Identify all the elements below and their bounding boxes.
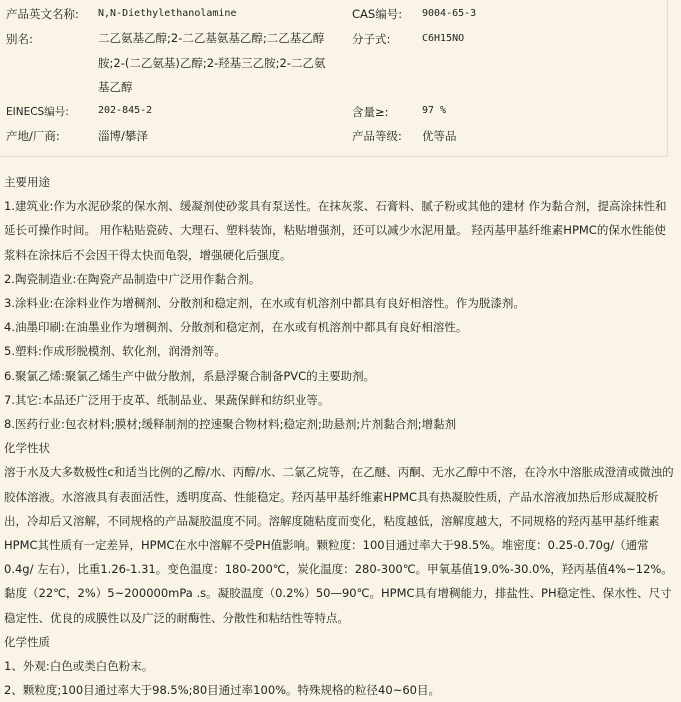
- use-item: 7.其它:本品还广泛用于皮革、纸制品业、果蔬保鲜和纺织业等。: [4, 392, 330, 407]
- cas-label: CAS编号:: [352, 7, 403, 21]
- english-name-label: 产品英文名称:: [6, 7, 79, 21]
- cas-value: 9004-65-3: [422, 8, 477, 19]
- section-heading-uses: 主要用途: [4, 175, 50, 189]
- content-label: 含量≥:: [352, 105, 389, 119]
- origin-label: 产地/厂商:: [6, 129, 60, 143]
- alias-label: 别名:: [6, 32, 33, 46]
- einecs-label: EINECS编号:: [6, 106, 69, 118]
- use-item: 4.油墨印刷:在油墨业作为增稠剂、分散剂和稳定剂，在水或有机溶剂中都具有良好相溶性。: [4, 320, 468, 335]
- english-name-value: N,N-Diethylethanolamine: [98, 8, 237, 19]
- alias-value: [98, 26, 348, 100]
- alias-line: 二乙氨基乙醇;2-二乙基氨基乙醇;二乙基乙醇: [98, 31, 325, 45]
- description-content: [4, 170, 676, 702]
- einecs-value: 202-845-2: [98, 105, 153, 116]
- use-item: 3.涂料业:在涂料业作为增稠剂、分散剂和稳定剂，在水或有机溶剂中都具有良好相溶性。作为脱漆剂。: [4, 296, 525, 311]
- origin-value: 淄博/攀泽: [98, 129, 148, 143]
- use-item: 6.聚氯乙烯:聚氯乙烯生产中做分散剂，系悬浮聚合制备PVC的主要助剂。: [4, 368, 376, 383]
- use-item: 5.塑料:作成形脱模剂、软化剂，润滑剂等。: [4, 344, 226, 359]
- quality-item: 2、颗粒度;100目通过率大于98.5%;80目通过率100%。特殊规格的粒径40~60目。: [4, 683, 440, 698]
- properties-paragraph: 溶于水及大多数极性c和适当比例的乙醇/水、丙醇/水、二氯乙烷等，在乙醚、丙酮、无水乙醇中不溶，在冷水中溶胀成澄清或微浊的胶体溶液。水溶液具有表面活性，透明度高、性能稳定。羟丙基甲基纤维素HPMC具有热凝胶性质，产品水溶液加热后形成凝胶析出，冷却后又溶解，不同规格的产品凝胶温度不同。溶解度随粘度而变化，粘度越低，溶解度越大，不同规格的羟丙基甲基纤维素HPMC其性质有一定差异，HPMC在水中溶解不受PH值影响。颗粒度：100目通过率大于98.5%。堆密度：0.25-0.70g/（通常0.4g/ 左右），比重1.26-1.31。变色温度：180-200℃，炭化温度：280-300℃。甲氧基值19.0%-30.0%，羟丙基值4%~12%。黏度（22℃，2%）5~200000mPa .s。凝胶温度（0.2%）50—90℃。HPMC具有增稠能力，排盐性、PH稳定性、保水性、尺寸稳定性、优良的成膜性以及广泛的耐酶性、分散性和粘结性等特点。: [4, 465, 674, 625]
- use-item: 8.医药行业:包衣材料;膜材;缓释制剂的控速聚合物材料;稳定剂;助悬剂;片剂黏合剂;增黏剂: [4, 417, 457, 432]
- content-value: 97 %: [422, 105, 447, 116]
- grade-value: 优等品: [422, 129, 457, 143]
- use-item: 1.建筑业:作为水泥砂浆的保水剂、缓凝剂使砂浆具有泵送性。在抹灰浆、石膏料、腻子粉或其他的建材 作为黏合剂，提高涂抹性和延长可操作时间。 用作粘贴瓷砖、大理石、塑料装饰，粘贴增强剂，还可以减少水泥用量。 羟丙基甲基纤维素HPMC的保水性能使浆料在涂抹后不会因干得太快而龟裂，增强硬化后强度。: [4, 199, 667, 262]
- quality-item: 1、外观:白色或类白色粉末。: [4, 659, 154, 674]
- section-heading-properties: 化学性状: [4, 441, 50, 456]
- grade-label: 产品等级:: [352, 129, 402, 143]
- alias-line: 胺;2-(二乙氨基)乙醇;2-羟基三乙胺;2-二乙氨: [98, 55, 326, 70]
- formula-label: 分子式:: [352, 32, 391, 46]
- alias-line: 基乙醇: [98, 80, 133, 94]
- formula-value: C6H15NO: [422, 33, 465, 44]
- product-info-table: [0, 0, 668, 157]
- section-heading-quality: 化学性质: [4, 634, 50, 649]
- use-item: 2.陶瓷制造业:在陶瓷产品制造中广泛用作黏合剂。: [4, 271, 261, 286]
